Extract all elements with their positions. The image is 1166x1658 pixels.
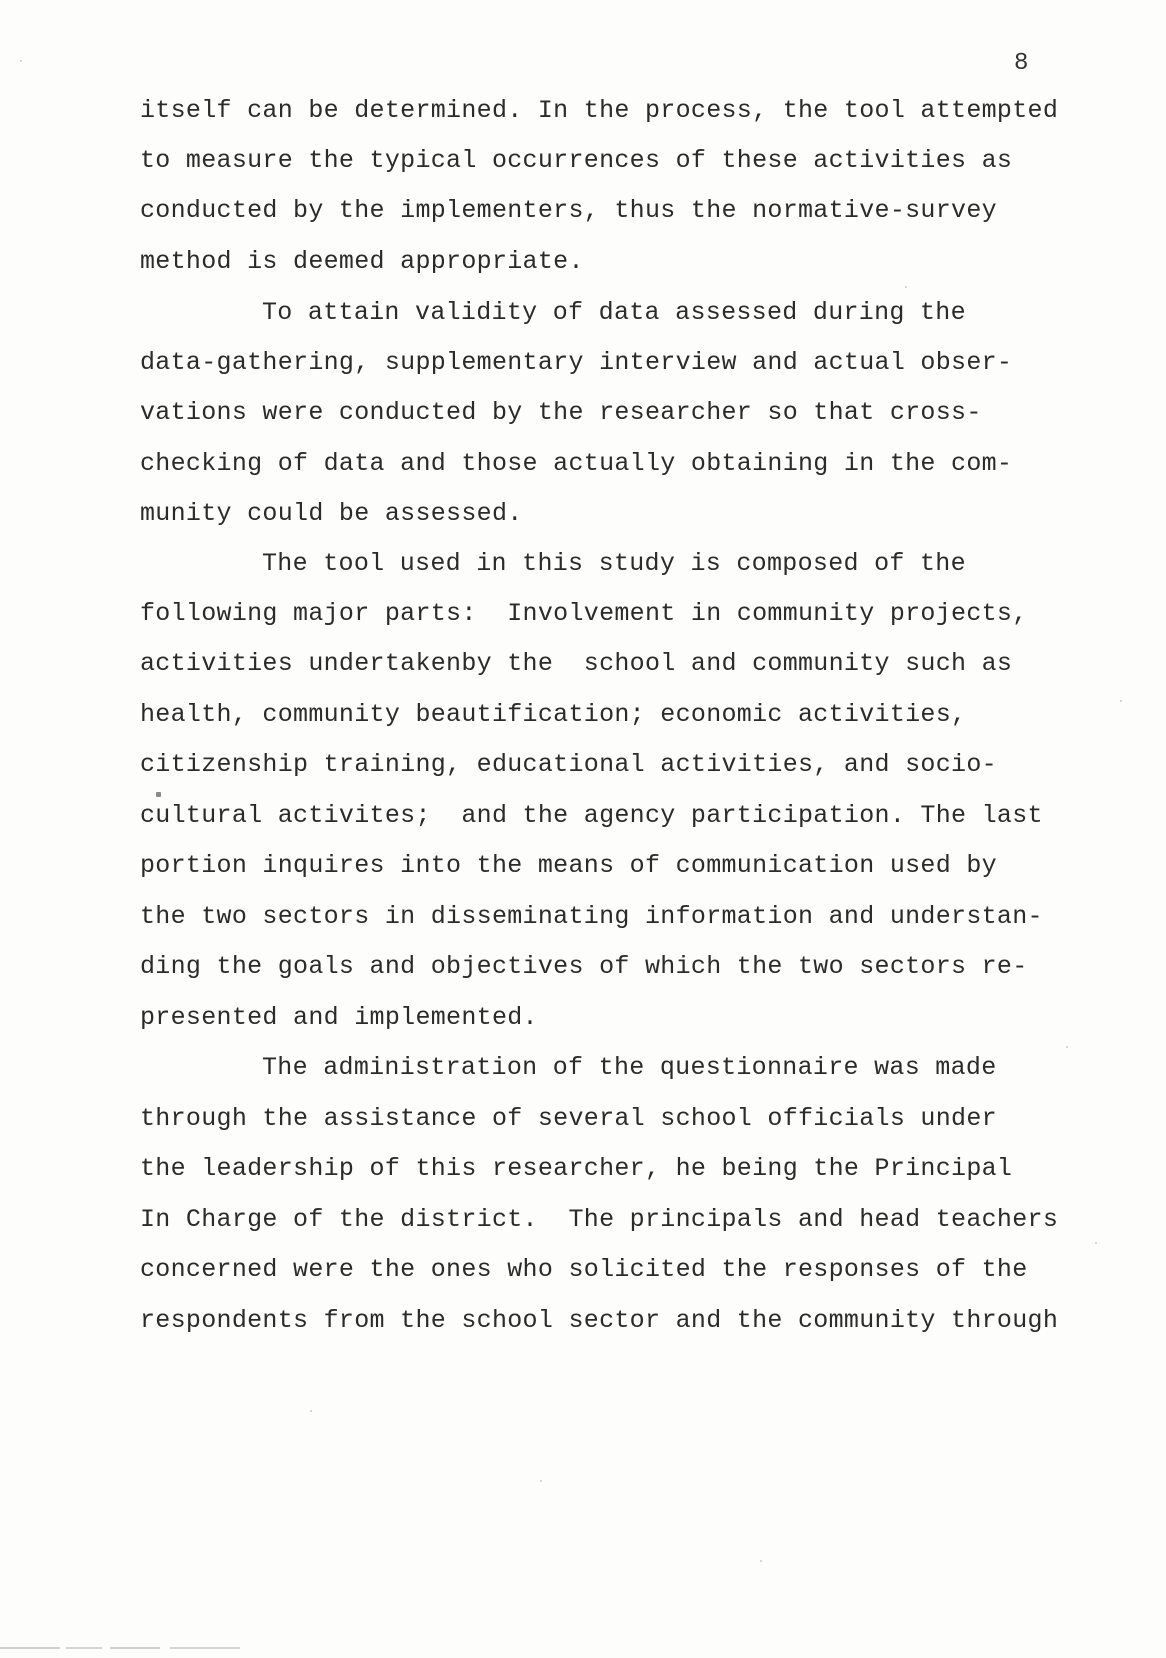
text-line: citizenship training, educational activities, and socio- bbox=[140, 750, 997, 779]
text-line: conducted by the implementers, thus the normative-survey bbox=[140, 196, 997, 225]
text-line: health, community beautification; economic activities, bbox=[140, 700, 967, 729]
text-line: munity could be assessed. bbox=[140, 499, 523, 528]
text-line: method is deemed appropriate. bbox=[140, 247, 584, 276]
text-line: activities undertakenby the school and community such as bbox=[140, 649, 1013, 678]
text-line: presented and implemented. bbox=[140, 1003, 538, 1032]
scan-speck bbox=[1120, 700, 1122, 702]
scan-speck bbox=[20, 60, 22, 62]
scan-speck bbox=[1066, 1046, 1068, 1048]
scan-speck bbox=[1095, 1242, 1097, 1244]
text-line: vations were conducted by the researcher so that cross- bbox=[140, 398, 982, 427]
text-line: In Charge of the district. The principals and head teachers bbox=[140, 1205, 1059, 1234]
text-line: respondents from the school sector and the community through bbox=[140, 1306, 1059, 1335]
text-line: to measure the typical occurrences of these activities as bbox=[140, 146, 1013, 175]
text-line: The tool used in this study is composed of the bbox=[262, 549, 966, 578]
text-line: checking of data and those actually obtaining in the com- bbox=[140, 449, 1013, 478]
text-line: following major parts: Involvement in community projects, bbox=[140, 599, 1028, 628]
scan-speck bbox=[905, 286, 907, 288]
scan-speck bbox=[760, 1560, 762, 1562]
text-line: the two sectors in disseminating information and understan- bbox=[140, 902, 1043, 931]
page-number: 8 bbox=[1014, 50, 1029, 77]
scan-speck bbox=[310, 1410, 312, 1412]
text-line: To attain validity of data assessed during the bbox=[262, 298, 966, 327]
text-line: data-gathering, supplementary interview and actual obser- bbox=[140, 348, 1013, 377]
scan-speck bbox=[540, 1480, 542, 1482]
text-line: concerned were the ones who solicited the responses of the bbox=[140, 1255, 1028, 1284]
text-line: cultural activites; and the agency participation. The last bbox=[140, 801, 1043, 830]
text-line: portion inquires into the means of communication used by bbox=[140, 851, 997, 880]
text-line: the leadership of this researcher, he being the Principal bbox=[140, 1154, 1013, 1183]
text-line: The administration of the questionnaire was made bbox=[262, 1053, 997, 1082]
scanner-footer-mark bbox=[0, 1644, 260, 1654]
text-line: through the assistance of several school officials under bbox=[140, 1104, 997, 1133]
text-line: ding the goals and objectives of which the two sectors re- bbox=[140, 952, 1028, 981]
scan-speck bbox=[156, 792, 161, 797]
text-line: itself can be determined. In the process, the tool attempted bbox=[140, 96, 1059, 125]
